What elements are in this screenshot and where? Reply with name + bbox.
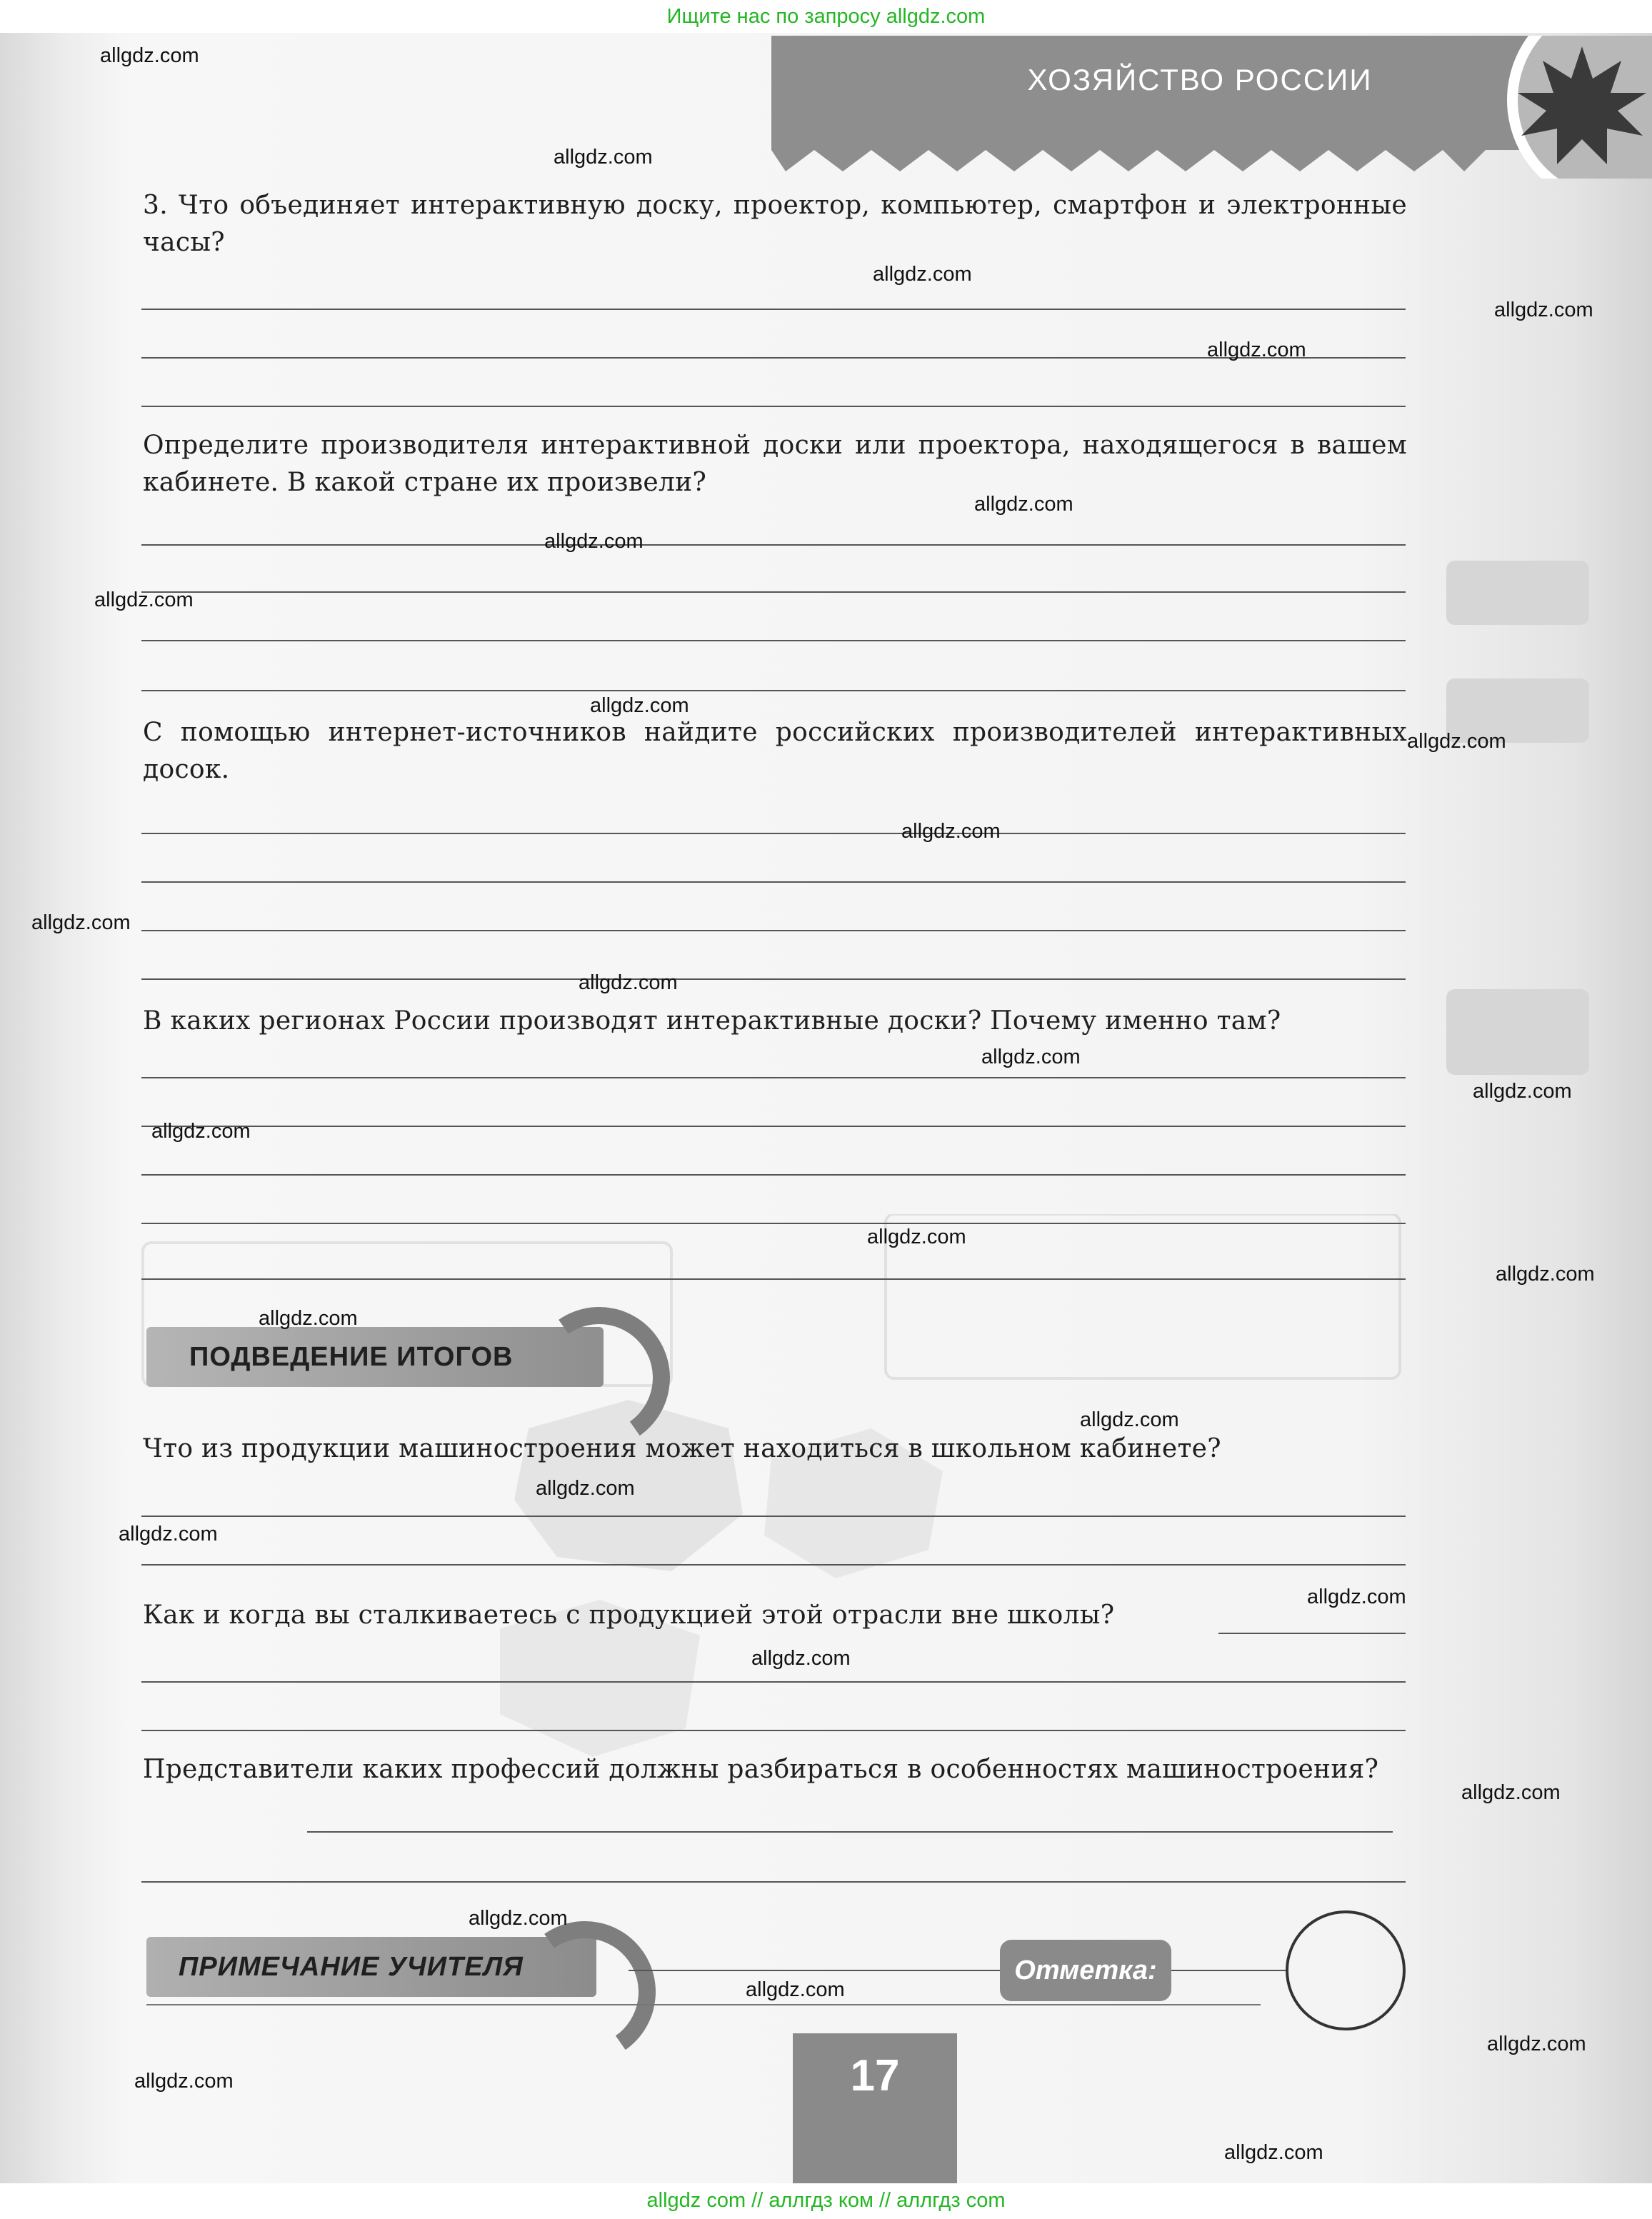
answer-line[interactable] [141,881,1406,883]
watermark: allgdz.com [746,1978,845,2001]
answer-line[interactable] [141,591,1406,593]
teacher-note-banner: ПРИМЕЧАНИЕ УЧИТЕЛЯ [146,1937,596,1997]
watermark: allgdz.com [1407,730,1506,753]
answer-line[interactable] [1218,1633,1406,1634]
footer-rule [146,2004,1261,2005]
section-title: ХОЗЯЙСТВО РОССИИ [1027,63,1373,96]
answer-line[interactable] [141,406,1406,407]
answer-line[interactable] [141,1730,1406,1731]
answer-line[interactable] [141,1223,1406,1224]
watermark: allgdz.com [119,1523,218,1546]
grade-circle[interactable] [1286,1910,1406,2030]
question-school-products: Что из продукции машиностроения может находиться в школьном кабинете? [143,1434,1221,1463]
answer-line[interactable] [141,1516,1406,1517]
teacher-note-line[interactable] [629,1970,1000,1971]
side-tab-faint [1446,989,1589,1075]
question-professions: Представители каких профессий должны разбираться в особенностях машиностроения? [143,1755,1379,1784]
answer-line[interactable] [141,640,1406,641]
answer-line[interactable] [141,690,1406,691]
answer-line[interactable] [141,1881,1406,1883]
watermark: allgdz.com [259,1307,358,1330]
watermark: allgdz.com [544,530,644,553]
watermark: allgdz.com [1224,2141,1323,2164]
question-russian-producers: С помощью интернет-источников найдите российских производителей интерактивных досок. [143,718,1407,784]
answer-line[interactable] [141,544,1406,546]
banner-arc-decoration [503,1910,666,2073]
grade-connector-line [1171,1970,1287,1971]
answer-line[interactable] [141,1681,1406,1683]
answer-line[interactable] [141,978,1406,980]
watermark: allgdz.com [100,44,199,67]
watermark: allgdz.com [974,493,1073,516]
watermark: allgdz.com [1080,1408,1179,1431]
watermark: allgdz.com [554,146,653,169]
watermark: allgdz.com [579,971,678,994]
watermark: allgdz.com [590,694,689,717]
answer-line[interactable] [141,1126,1406,1127]
question-manufacturer: Определите производителя интерактивной доски или проектора, находящегося в вашем кабинете. В какой стране их произвели? [143,431,1407,497]
watermark: allgdz.com [873,263,972,286]
answer-line[interactable] [141,1077,1406,1078]
watermark: allgdz.com [1473,1080,1572,1103]
star-icon [1514,43,1650,171]
watermark: allgdz.com [1207,339,1306,361]
top-site-banner: Ищите нас по запросу allgdz.com [0,0,1652,33]
answer-line[interactable] [141,1278,1406,1280]
watermark: allgdz.com [1487,2033,1586,2055]
summary-banner: ПОДВЕДЕНИЕ ИТОГОВ [146,1327,604,1387]
page-number: 17 [793,2033,957,2183]
watermark: allgdz.com [134,2070,234,2093]
watermark: allgdz.com [1494,299,1593,321]
side-tab-faint [1446,561,1589,625]
watermark: allgdz.com [31,911,131,934]
answer-line[interactable] [141,1564,1406,1566]
watermark: allgdz.com [1307,1586,1406,1608]
question-regions: В каких регионах России производят интерактивные доски? Почему именно там? [143,1006,1281,1036]
watermark: allgdz.com [94,588,194,611]
answer-line[interactable] [141,1174,1406,1176]
answer-line[interactable] [141,930,1406,931]
answer-line[interactable] [141,309,1406,310]
watermark: allgdz.com [867,1226,966,1248]
grade-label: Отметка: [1000,1940,1171,2001]
question-3: 3. Что объединяет интерактивную доску, проектор, компьютер, смартфон и электронные часы? [143,191,1407,257]
answer-line[interactable] [141,833,1406,834]
watermark: allgdz.com [536,1477,635,1500]
watermark: allgdz.com [981,1046,1081,1068]
watermark: allgdz.com [1461,1781,1561,1804]
question-outside-school: Как и когда вы сталкиваетесь с продукцией этой отрасли вне школы? [143,1601,1115,1630]
watermark: allgdz.com [469,1907,568,1930]
watermark: allgdz.com [151,1120,251,1143]
bottom-site-banner: allgdz com // аллгдз ком // аллгдз com [0,2183,1652,2219]
answer-line[interactable] [307,1831,1393,1833]
watermark: allgdz.com [901,820,1001,843]
watermark: allgdz.com [751,1647,851,1670]
watermark: allgdz.com [1496,1263,1595,1286]
